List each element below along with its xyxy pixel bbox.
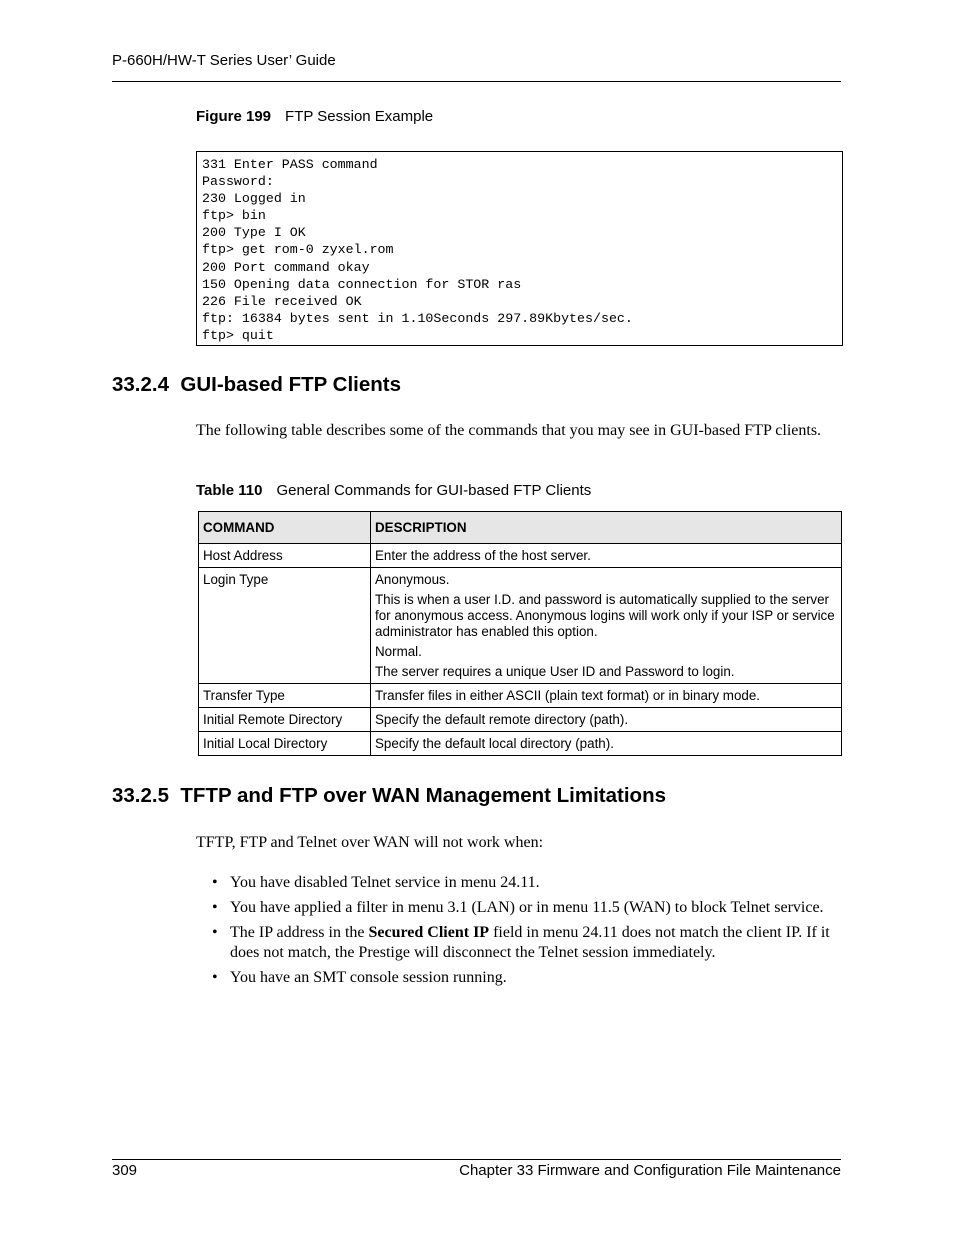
command-cell: Host Address xyxy=(199,544,371,568)
description-text: This is when a user I.D. and password is automatically supplied to the server for anonymous access. Anonymous logins will work only if your ISP or service administrator has enabled this option. xyxy=(375,592,835,639)
description-cell xyxy=(371,544,842,568)
running-header: P-660H/HW-T Series User’ Guide xyxy=(112,52,336,69)
list-item-text: The IP address in the xyxy=(230,924,369,941)
list-item-text: You have applied a filter in menu 3.1 (LAN) or in menu 11.5 (WAN) to block Telnet service. xyxy=(230,899,824,916)
table-caption xyxy=(196,482,591,499)
code-line: 200 Type I OK xyxy=(202,225,306,241)
bullet-glyph: • xyxy=(212,924,218,941)
section-heading-gui-ftp: 33.2.4 GUI-based FTP Clients xyxy=(112,373,401,396)
list-item-text: field in menu 24.11 does not match the client IP. If it does not match, the Prestige will disconnect the Telnet session immediately. xyxy=(230,924,830,961)
bullet-glyph: • xyxy=(212,969,218,986)
figure-title: FTP Session Example xyxy=(285,108,434,125)
code-line: Password: xyxy=(202,174,274,190)
page-number: 309 xyxy=(112,1162,138,1179)
description-cell xyxy=(371,732,842,756)
table-row xyxy=(199,568,842,684)
bullet-glyph: • xyxy=(212,899,218,916)
chapter-title: Chapter 33 Firmware and Configuration File Maintenance xyxy=(459,1162,841,1179)
section-heading-wan-limitations: 33.2.5 TFTP and FTP over WAN Management Limitations xyxy=(112,784,666,807)
column-header-description: DESCRIPTION xyxy=(371,512,842,544)
list-item-text: You have an SMT console session running. xyxy=(230,969,507,986)
code-line: 331 Enter PASS command xyxy=(202,157,378,172)
list-item xyxy=(212,898,842,918)
table-row xyxy=(199,544,842,568)
code-line: 226 File received OK xyxy=(202,293,362,309)
bullet-glyph: • xyxy=(212,874,218,891)
footer-rule xyxy=(112,1159,841,1160)
list-item xyxy=(212,923,842,963)
description-cell xyxy=(371,708,842,732)
command-cell: Initial Local Directory xyxy=(199,732,371,756)
code-line: 150 Opening data connection for STOR ras xyxy=(202,276,522,292)
figure-label: Figure 199 xyxy=(196,108,272,125)
description-text: Specify the default remote directory (path). xyxy=(375,712,629,727)
description-cell xyxy=(371,568,842,684)
code-line: 200 Port command okay xyxy=(202,259,370,275)
description-text: Enter the address of the host server. xyxy=(375,548,591,563)
column-header-command: COMMAND xyxy=(199,512,371,544)
description-text: Normal. xyxy=(375,644,422,659)
ftp-commands-table xyxy=(198,511,842,756)
code-line: ftp> get rom-0 zyxel.rom xyxy=(202,242,394,258)
list-item xyxy=(212,968,842,988)
code-line: ftp: 16384 bytes sent in 1.10Seconds 297.89Kbytes/sec. xyxy=(202,310,633,326)
table-title: General Commands for GUI-based FTP Clients xyxy=(276,482,592,499)
figure-caption xyxy=(196,108,433,125)
table-label: Table 110 xyxy=(196,482,263,499)
header-rule xyxy=(112,81,841,82)
command-cell: Initial Remote Directory xyxy=(199,708,371,732)
table-header-row xyxy=(199,512,842,544)
code-line: 230 Logged in xyxy=(202,191,306,207)
description-text: Specify the default local directory (path). xyxy=(375,736,614,751)
field-name-secured-client-ip: Secured Client IP xyxy=(368,924,490,941)
description-text: Anonymous. xyxy=(375,572,450,587)
section-intro-gui-ftp: The following table describes some of the commands that you may see in GUI-based FTP clients. xyxy=(196,422,822,439)
ftp-session-code-box xyxy=(196,151,843,346)
description-text: The server requires a unique User ID and Password to login. xyxy=(375,664,735,679)
code-line: ftp> bin xyxy=(202,208,266,224)
list-item xyxy=(212,873,842,893)
table-row xyxy=(199,684,842,708)
command-cell: Transfer Type xyxy=(199,684,371,708)
list-item-text: You have disabled Telnet service in menu 24.11. xyxy=(230,874,540,891)
description-text: Transfer files in either ASCII (plain text format) or in binary mode. xyxy=(375,688,761,703)
description-cell xyxy=(371,684,842,708)
table-row xyxy=(199,732,842,756)
code-line: ftp> quit xyxy=(202,327,274,343)
section-intro-wan-limitations: TFTP, FTP and Telnet over WAN will not work when: xyxy=(196,834,544,851)
table-row xyxy=(199,708,842,732)
command-cell: Login Type xyxy=(199,568,371,684)
limitations-list xyxy=(212,873,842,993)
